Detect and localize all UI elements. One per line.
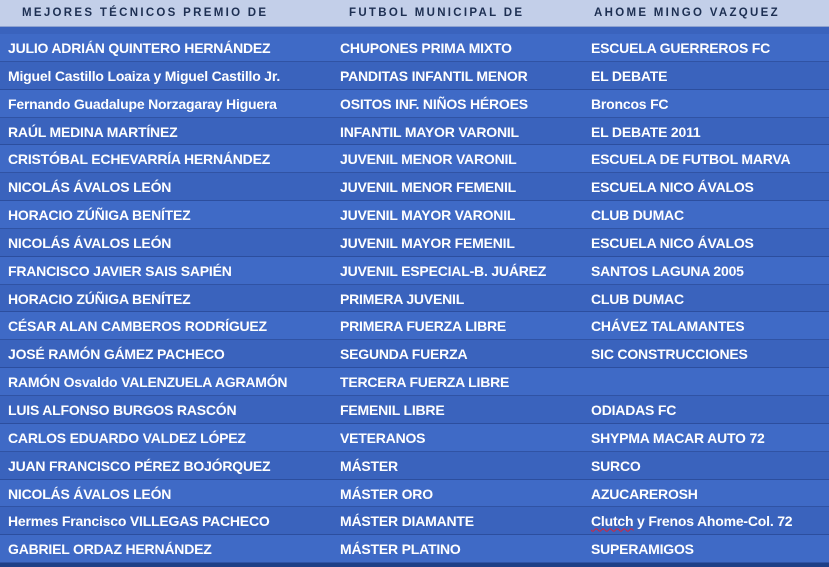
table-row: [0, 368, 829, 396]
table-row: [0, 424, 829, 452]
category-cell: OSITOS INF. NIÑOS HÉROES: [340, 95, 528, 112]
table-row: [0, 340, 829, 368]
team-cell: SUPERAMIGOS: [591, 541, 694, 558]
table-row: [0, 90, 829, 118]
category-cell: INFANTIL MAYOR VARONIL: [340, 123, 519, 140]
header-divider: [0, 27, 829, 34]
coach-cell: JULIO ADRIÁN QUINTERO HERNÁNDEZ: [8, 40, 271, 56]
category-cell: JUVENIL ESPECIAL-B. JUÁREZ: [340, 262, 547, 279]
table-row: [0, 229, 829, 257]
team-cell: Broncos FC: [591, 95, 669, 112]
team-cell: ESCUELA DE FUTBOL MARVA: [591, 151, 791, 168]
team-cell: ODIADAS FC: [591, 401, 677, 418]
coach-cell: Fernando Guadalupe Norzagaray Higuera: [8, 95, 277, 112]
team-cell: EL DEBATE 2011: [591, 123, 701, 140]
coach-cell: RAMÓN Osvaldo VALENZUELA AGRAMÓN: [8, 374, 288, 391]
category-cell: JUVENIL MENOR FEMENIL: [340, 179, 517, 196]
team-cell: ESCUELA GUERREROS FC: [591, 40, 771, 56]
coach-cell: JOSÉ RAMÓN GÁMEZ PACHECO: [8, 346, 225, 363]
coach-cell: JUAN FRANCISCO PÉREZ BOJÓRQUEZ: [8, 457, 271, 474]
table-row: [0, 145, 829, 173]
header-col-categories: FUTBOL MUNICIPAL DE: [349, 7, 525, 19]
team-cell: ESCUELA NICO ÁVALOS: [591, 179, 754, 196]
category-cell: FEMENIL LIBRE: [340, 401, 445, 418]
category-cell: VETERANOS: [340, 429, 426, 446]
coach-cell: LUIS ALFONSO BURGOS RASCÓN: [8, 401, 237, 418]
category-cell: PANDITAS INFANTIL MENOR: [340, 67, 528, 84]
team-cell: Clutch y Frenos Ahome-Col. 72: [591, 513, 793, 530]
coach-cell: Miguel Castillo Loaiza y Miguel Castillo Jr.: [8, 67, 281, 84]
team-cell: AZUCAREROSH: [591, 485, 698, 502]
team-cell: ESCUELA NICO ÁVALOS: [591, 234, 754, 251]
header-col-teams: AHOME MINGO VAZQUEZ: [594, 7, 780, 19]
coach-cell: HORACIO ZÚÑIGA BENÍTEZ: [8, 290, 191, 307]
team-cell: EL DEBATE: [591, 67, 668, 84]
coach-cell: HORACIO ZÚÑIGA BENÍTEZ: [8, 207, 191, 224]
team-cell: CLUB DUMAC: [591, 207, 684, 224]
category-cell: MÁSTER: [340, 457, 398, 474]
category-cell: JUVENIL MENOR VARONIL: [340, 151, 517, 168]
team-cell: SANTOS LAGUNA 2005: [591, 262, 744, 279]
team-cell: CLUB DUMAC: [591, 290, 684, 307]
table-body: [0, 34, 829, 563]
coach-cell: Hermes Francisco VILLEGAS PACHECO: [8, 513, 270, 530]
category-cell: JUVENIL MAYOR VARONIL: [340, 207, 516, 224]
table-row: [0, 480, 829, 508]
category-cell: MÁSTER ORO: [340, 485, 433, 502]
table-row: [0, 34, 829, 62]
category-cell: MÁSTER DIAMANTE: [340, 513, 474, 530]
category-cell: PRIMERA FUERZA LIBRE: [340, 318, 507, 335]
team-cell: SIC CONSTRUCCIONES: [591, 346, 748, 363]
coach-cell: CÉSAR ALAN CAMBEROS RODRÍGUEZ: [8, 318, 267, 335]
table-row: [0, 452, 829, 480]
coach-cell: NICOLÁS ÁVALOS LEÓN: [8, 179, 172, 196]
coach-cell: NICOLÁS ÁVALOS LEÓN: [8, 234, 172, 251]
category-cell: SEGUNDA FUERZA: [340, 346, 468, 363]
coach-cell: FRANCISCO JAVIER SAIS SAPIÉN: [8, 262, 232, 279]
spellcheck-word: Clutch: [591, 513, 634, 530]
category-cell: MÁSTER PLATINO: [340, 541, 461, 558]
coach-cell: CARLOS EDUARDO VALDEZ LÓPEZ: [8, 429, 246, 446]
team-cell: SURCO: [591, 457, 641, 474]
coach-cell: RAÚL MEDINA MARTÍNEZ: [8, 123, 178, 140]
table-row: [0, 257, 829, 285]
coach-cell: CRISTÓBAL ECHEVARRÍA HERNÁNDEZ: [8, 151, 271, 168]
team-cell: SHYPMA MACAR AUTO 72: [591, 429, 765, 446]
category-cell: PRIMERA JUVENIL: [340, 290, 465, 307]
table-row: [0, 396, 829, 424]
table-row: [0, 173, 829, 201]
team-cell: CHÁVEZ TALAMANTES: [591, 318, 745, 335]
table-row: [0, 285, 829, 313]
table-row: [0, 118, 829, 146]
table-header: [0, 0, 829, 27]
table-row: [0, 201, 829, 229]
coach-cell: NICOLÁS ÁVALOS LEÓN: [8, 485, 172, 502]
category-cell: CHUPONES PRIMA MIXTO: [340, 40, 512, 56]
header-col-coaches: MEJORES TÉCNICOS PREMIO DE: [22, 7, 269, 19]
category-cell: JUVENIL MAYOR FEMENIL: [340, 234, 515, 251]
table-row: [0, 62, 829, 90]
coach-cell: GABRIEL ORDAZ HERNÁNDEZ: [8, 541, 212, 558]
table-row: [0, 507, 829, 535]
table-row: [0, 312, 829, 340]
table-row: [0, 535, 829, 563]
category-cell: TERCERA FUERZA LIBRE: [340, 374, 510, 391]
